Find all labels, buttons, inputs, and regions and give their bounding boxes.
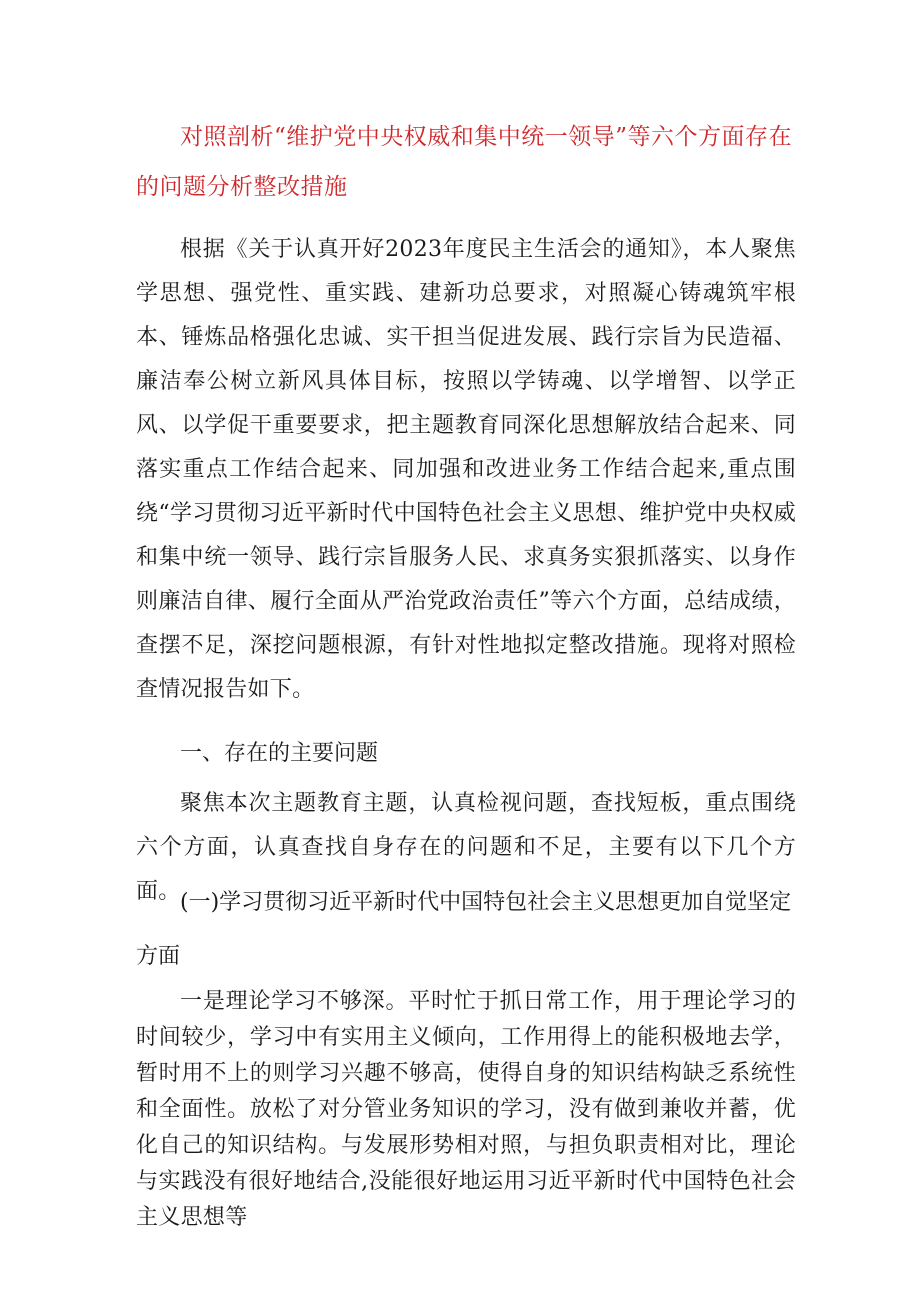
subsection-heading: (一)学习贯彻习近平新时代中国特包社会主义思想更加自觉坚定方面 — [136, 890, 792, 969]
intro-paragraph: 根据《关于认真开好2023年度民主生活会的通知》，本人聚焦学思想、强党性、重实践、建新功总要求，对照凝心铸魂筑牢根本、锤炼品格强化忠诚、实干担当促进发展、践行宗旨为民造福、廉洁奉公树立新风具体目标，按照以学铸魂、以学增智、以学正风、以学促干重要要求，把主题教育同深化思想解放结合起来、同落实重点工作结合起来、同加强和改进业务工作结合起来,重点围绕“学习贯彻习近平新时代中国特色社会主义思想、维护党中央权威和集中统一领导、践行宗旨服务人民、求真务实狠抓落实、以身作则廉洁自律、履行全面从严治党政治责任”等六个方面，总结成绩，查摆不足，深挖问题根源，有针对性地拟定整改措施。现将对照检查情况报告如下。 — [136, 237, 796, 702]
document-title: 对照剖析“维护党中央权威和集中统一领导”等六个方面存在的问题分析整改措施 — [136, 124, 793, 200]
section-heading: 一、存在的主要问题 — [180, 741, 379, 766]
section-paragraph: 聚焦本次主题教育主题，认真检视问题，查找短板，重点围绕六个方面，认真查找自身存在的问题和不足，主要有以下几个方面。 — [136, 791, 796, 904]
subsection-paragraph: 一是理论学习不够深。平时忙于抓日常工作，用于理论学习的时间较少，学习中有实用主义倾向，工作用得上的能积极地去学，暂时用不上的则学习兴趣不够高，使得自身的知识结构缺乏系统性和全面性。放松了对分管业务知识的学习，没有做到兼收并蓄，优化自己的知识结构。与发展形势相对照，与担负职责相对比，理论与实践没有很好地结合,没能很好地运用习近平新时代中国特色社会主义思想等 — [136, 989, 796, 1230]
